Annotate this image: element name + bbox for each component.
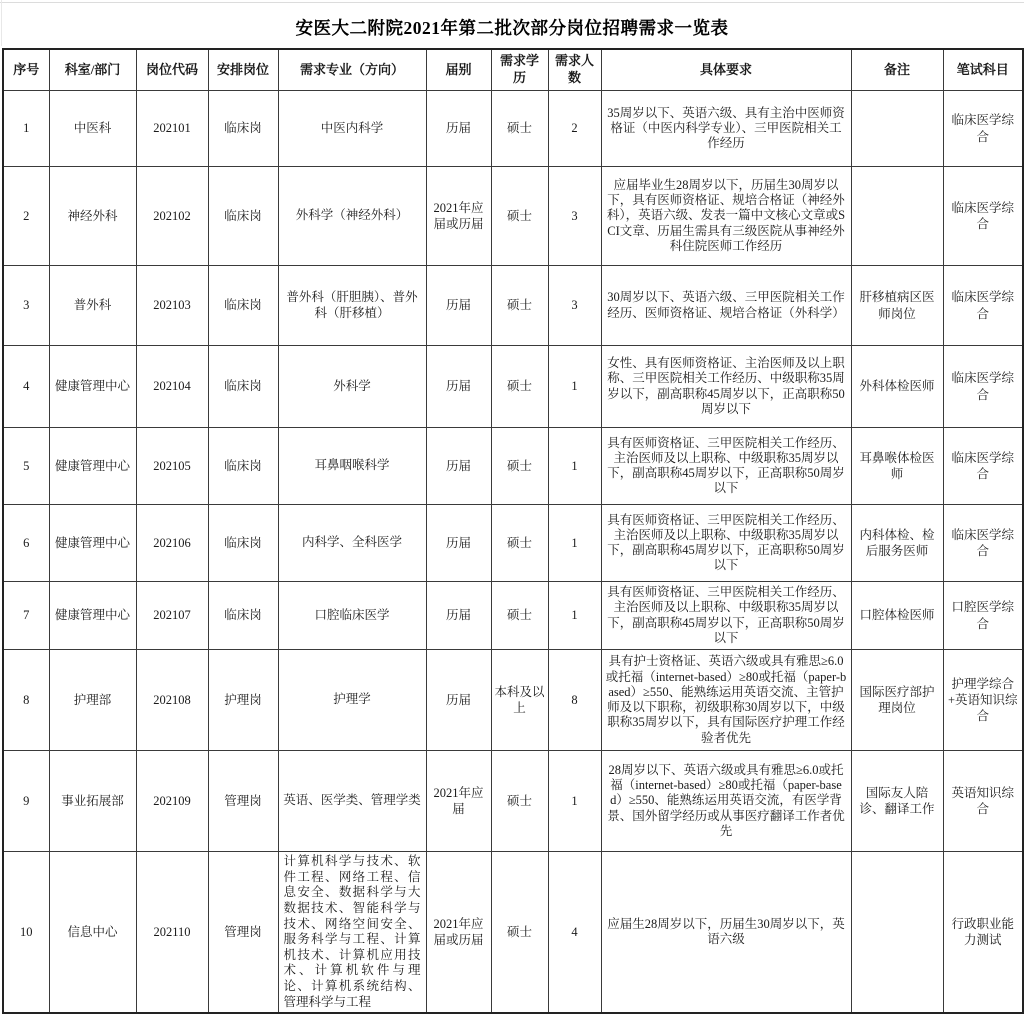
cell-major: 外科学	[278, 346, 426, 428]
cell-major: 普外科（肝胆胰）、普外科（肝移植）	[278, 266, 426, 346]
cell-graduation: 历届	[426, 582, 491, 650]
cell-remarks	[851, 852, 943, 1014]
cell-remarks: 国际医疗部护理岗位	[851, 650, 943, 751]
table-row	[3, 266, 1023, 346]
cell-education: 硕士	[491, 266, 548, 346]
column-header-index: 序号	[3, 49, 49, 91]
cell-index: 3	[3, 266, 49, 346]
cell-major: 口腔临床医学	[278, 582, 426, 650]
cell-headcount: 1	[548, 582, 601, 650]
gridline-artifact-top	[0, 2, 1024, 3]
table-row	[3, 428, 1023, 505]
cell-education: 硕士	[491, 167, 548, 266]
cell-education: 硕士	[491, 505, 548, 582]
cell-major: 护理学	[278, 650, 426, 751]
header-row	[3, 49, 1023, 91]
cell-department: 事业拓展部	[49, 751, 136, 852]
cell-graduation: 历届	[426, 428, 491, 505]
cell-exam: 临床医学综合	[943, 346, 1023, 428]
cell-headcount: 2	[548, 91, 601, 167]
cell-job_type: 临床岗	[208, 266, 278, 346]
cell-job_code: 202106	[136, 505, 208, 582]
cell-job_code: 202103	[136, 266, 208, 346]
cell-index: 6	[3, 505, 49, 582]
column-header-exam: 笔试科目	[943, 49, 1023, 91]
cell-graduation: 历届	[426, 91, 491, 167]
cell-major: 耳鼻咽喉科学	[278, 428, 426, 505]
cell-job_type: 临床岗	[208, 428, 278, 505]
cell-major: 内科学、全科医学	[278, 505, 426, 582]
recruitment-table	[2, 48, 1024, 1014]
column-header-graduation: 届别	[426, 49, 491, 91]
cell-graduation: 2021年应届	[426, 751, 491, 852]
cell-headcount: 1	[548, 505, 601, 582]
cell-index: 8	[3, 650, 49, 751]
cell-job_code: 202107	[136, 582, 208, 650]
cell-remarks: 内科体检、检后服务医师	[851, 505, 943, 582]
cell-remarks	[851, 91, 943, 167]
cell-graduation: 2021年应届或历届	[426, 167, 491, 266]
cell-education: 硕士	[491, 346, 548, 428]
cell-headcount: 4	[548, 852, 601, 1014]
cell-index: 7	[3, 582, 49, 650]
cell-education: 硕士	[491, 582, 548, 650]
cell-index: 1	[3, 91, 49, 167]
cell-major: 中医内科学	[278, 91, 426, 167]
cell-department: 信息中心	[49, 852, 136, 1014]
cell-headcount: 8	[548, 650, 601, 751]
cell-remarks: 国际友人陪诊、翻译工作	[851, 751, 943, 852]
cell-index: 4	[3, 346, 49, 428]
cell-education: 硕士	[491, 852, 548, 1014]
column-header-requirements: 具体要求	[601, 49, 851, 91]
column-header-education: 需求学历	[491, 49, 548, 91]
cell-index: 2	[3, 167, 49, 266]
column-header-job_code: 岗位代码	[136, 49, 208, 91]
cell-requirements: 28周岁以下、英语六级或具有雅思≥6.0或托福（internet-based）≥80或托福（paper-based）≥550、能熟练运用英语交流，有医学背景、国外留学经历或从事医疗翻译工作者优先	[601, 751, 851, 852]
cell-requirements: 女性、具有医师资格证、主治医师及以上职称、三甲医院相关工作经历、中级职称35周岁以下，副高职称45周岁以下，正高职称50周岁以下	[601, 346, 851, 428]
table-row	[3, 505, 1023, 582]
table-row	[3, 751, 1023, 852]
cell-exam: 临床医学综合	[943, 428, 1023, 505]
cell-requirements: 具有护士资格证、英语六级或具有雅思≥6.0或托福（internet-based）≥80或托福（paper-based）≥550、能熟练运用英语交流、主管护师及以下职称，初级职称30周岁以下，中级职称35周岁以下，具有国际医疗护理工作经验者优先	[601, 650, 851, 751]
cell-headcount: 1	[548, 751, 601, 852]
cell-exam: 护理学综合+英语知识综合	[943, 650, 1023, 751]
cell-graduation: 历届	[426, 505, 491, 582]
table-body	[3, 91, 1023, 1014]
column-header-major: 需求专业（方向）	[278, 49, 426, 91]
cell-remarks: 外科体检医师	[851, 346, 943, 428]
cell-graduation: 历届	[426, 650, 491, 751]
cell-job_type: 管理岗	[208, 751, 278, 852]
cell-index: 9	[3, 751, 49, 852]
cell-job_code: 202109	[136, 751, 208, 852]
cell-exam: 临床医学综合	[943, 505, 1023, 582]
cell-remarks: 口腔体检医师	[851, 582, 943, 650]
cell-job_type: 临床岗	[208, 582, 278, 650]
cell-remarks	[851, 167, 943, 266]
cell-index: 5	[3, 428, 49, 505]
cell-requirements: 具有医师资格证、三甲医院相关工作经历、主治医师及以上职称、中级职称35周岁以下，副高职称45周岁以下，正高职称50周岁以下	[601, 505, 851, 582]
cell-exam: 口腔医学综合	[943, 582, 1023, 650]
cell-job_type: 临床岗	[208, 91, 278, 167]
cell-remarks: 肝移植病区医师岗位	[851, 266, 943, 346]
cell-department: 护理部	[49, 650, 136, 751]
column-header-department: 科室/部门	[49, 49, 136, 91]
cell-job_type: 护理岗	[208, 650, 278, 751]
column-header-job_type: 安排岗位	[208, 49, 278, 91]
cell-requirements: 30周岁以下、英语六级、三甲医院相关工作经历、医师资格证、规培合格证（外科学）	[601, 266, 851, 346]
cell-department: 中医科	[49, 91, 136, 167]
cell-job_code: 202102	[136, 167, 208, 266]
cell-headcount: 3	[548, 266, 601, 346]
cell-job_type: 管理岗	[208, 852, 278, 1014]
cell-requirements: 具有医师资格证、三甲医院相关工作经历、主治医师及以上职称、中级职称35周岁以下，副高职称45周岁以下，正高职称50周岁以下	[601, 428, 851, 505]
cell-requirements: 具有医师资格证、三甲医院相关工作经历、主治医师及以上职称、中级职称35周岁以下，副高职称45周岁以下，正高职称50周岁以下	[601, 582, 851, 650]
cell-graduation: 历届	[426, 266, 491, 346]
cell-exam: 临床医学综合	[943, 266, 1023, 346]
cell-requirements: 应届生28周岁以下，历届生30周岁以下，英语六级	[601, 852, 851, 1014]
page-title: 安医大二附院2021年第二批次部分岗位招聘需求一览表	[295, 18, 729, 38]
cell-job_code: 202101	[136, 91, 208, 167]
cell-remarks: 耳鼻喉体检医师	[851, 428, 943, 505]
cell-job_code: 202110	[136, 852, 208, 1014]
cell-headcount: 1	[548, 346, 601, 428]
cell-exam: 临床医学综合	[943, 91, 1023, 167]
cell-department: 普外科	[49, 266, 136, 346]
gridline-artifact-left	[1, 0, 2, 46]
table-row	[3, 91, 1023, 167]
cell-education: 硕士	[491, 91, 548, 167]
cell-major: 外科学（神经外科）	[278, 167, 426, 266]
cell-job_type: 临床岗	[208, 505, 278, 582]
cell-department: 健康管理中心	[49, 346, 136, 428]
cell-job_type: 临床岗	[208, 346, 278, 428]
cell-major: 英语、医学类、管理学类	[278, 751, 426, 852]
cell-job_code: 202105	[136, 428, 208, 505]
column-header-remarks: 备注	[851, 49, 943, 91]
column-header-headcount: 需求人数	[548, 49, 601, 91]
table-row	[3, 650, 1023, 751]
cell-department: 神经外科	[49, 167, 136, 266]
cell-exam: 英语知识综合	[943, 751, 1023, 852]
cell-job_type: 临床岗	[208, 167, 278, 266]
cell-exam: 临床医学综合	[943, 167, 1023, 266]
cell-exam: 行政职业能力测试	[943, 852, 1023, 1014]
cell-department: 健康管理中心	[49, 505, 136, 582]
cell-graduation: 历届	[426, 346, 491, 428]
cell-major: 计算机科学与技术、软件工程、网络工程、信息安全、数据科学与大数据技术、智能科学与技术、网络空间安全、服务科学与工程、计算机技术、计算机应用技术、计算机软件与理论、计算机系统结构、管理科学与工程	[278, 852, 426, 1014]
table-row	[3, 852, 1023, 1014]
cell-index: 10	[3, 852, 49, 1014]
cell-education: 硕士	[491, 428, 548, 505]
cell-requirements: 应届毕业生28周岁以下，历届生30周岁以下，具有医师资格证、规培合格证（神经外科），英语六级、发表一篇中文核心文章或SCI文章、历届生需具有三级医院从事神经外科住院医师工作经历	[601, 167, 851, 266]
table-row	[3, 346, 1023, 428]
cell-requirements: 35周岁以下、英语六级、具有主治中医师资格证（中医内科学专业）、三甲医院相关工作经历	[601, 91, 851, 167]
cell-education: 本科及以上	[491, 650, 548, 751]
cell-job_code: 202108	[136, 650, 208, 751]
cell-graduation: 2021年应届或历届	[426, 852, 491, 1014]
table-row	[3, 167, 1023, 266]
cell-department: 健康管理中心	[49, 428, 136, 505]
table-row	[3, 582, 1023, 650]
cell-headcount: 1	[548, 428, 601, 505]
cell-department: 健康管理中心	[49, 582, 136, 650]
cell-headcount: 3	[548, 167, 601, 266]
cell-education: 硕士	[491, 751, 548, 852]
cell-job_code: 202104	[136, 346, 208, 428]
